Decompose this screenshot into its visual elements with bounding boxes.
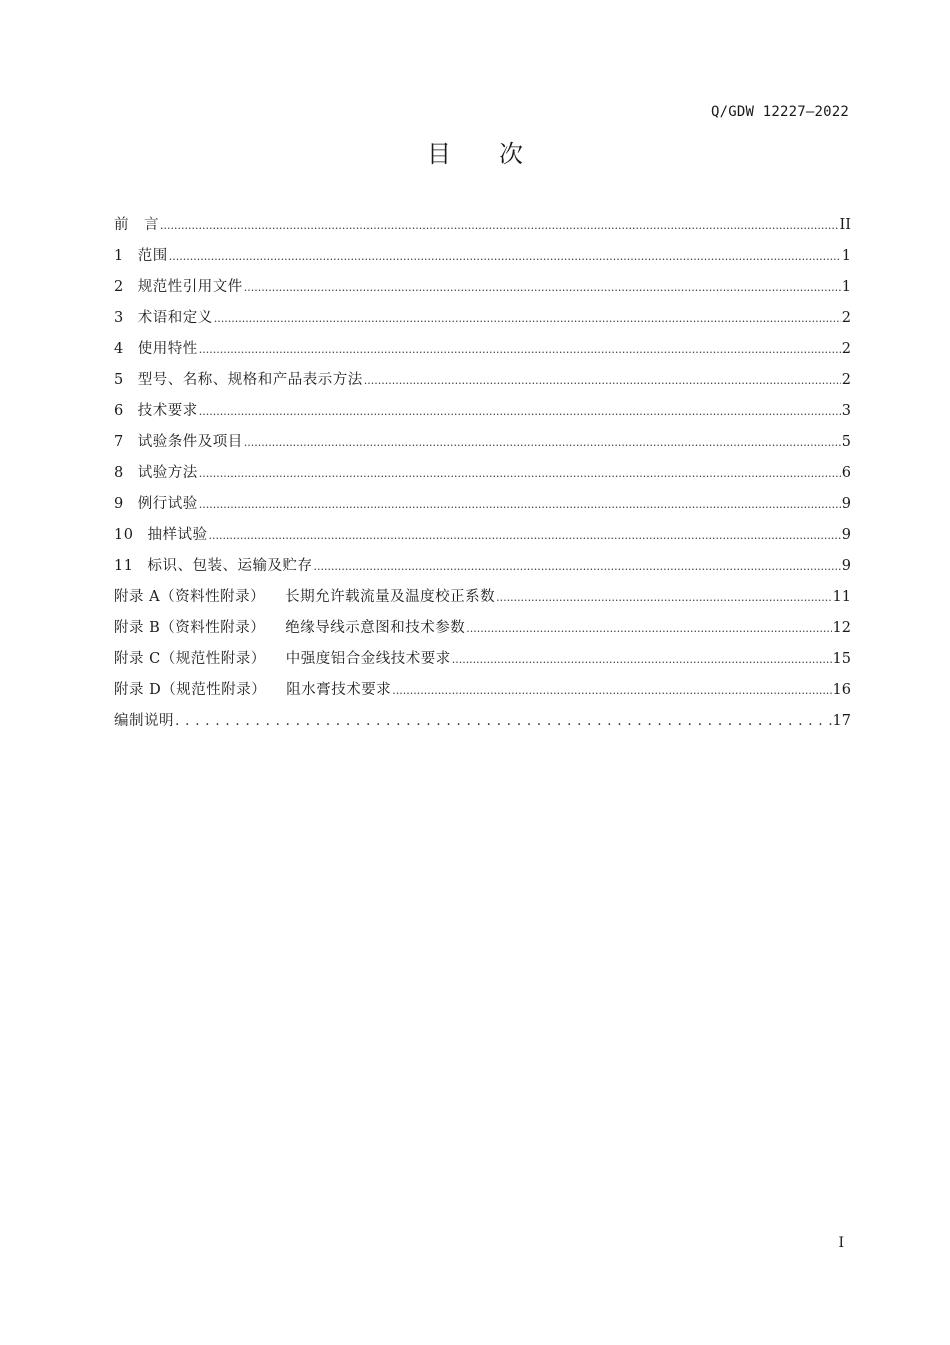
toc-entry-page: 12 (832, 620, 851, 636)
toc-entry-text: 例行试验 (137, 496, 198, 512)
toc-entry-label (114, 427, 243, 458)
toc-entry-label (114, 489, 198, 520)
toc-leader-dots (364, 365, 841, 396)
toc-entry-page: 9 (841, 496, 851, 512)
toc-entry-number: 8 (114, 465, 124, 481)
toc-entry-compilation-notes[interactable] (114, 706, 851, 737)
toc-entry-label: 编制说明 (114, 713, 174, 729)
toc-entry-label (114, 334, 198, 365)
toc-entry-8[interactable] (114, 458, 851, 489)
toc-entry-page: 2 (841, 310, 851, 326)
toc-entry-page: 6 (841, 465, 851, 481)
toc-entry-number: 3 (114, 310, 124, 326)
toc-leader-dots (452, 644, 832, 675)
toc-entry-text: 长期允许载流量及温度校正系数 (285, 589, 496, 605)
toc-entry-label (114, 644, 451, 675)
toc-leader-dots (244, 272, 841, 303)
toc-entry-text: 规范性引用文件 (137, 279, 243, 295)
toc-entry-page: 2 (841, 341, 851, 357)
toc-entry-text: 术语和定义 (137, 310, 213, 326)
toc-entry-number: 4 (114, 341, 124, 357)
toc-entry-label (114, 365, 363, 396)
toc-leader-dots (208, 520, 840, 551)
toc-entry-number: 10 (114, 527, 134, 543)
toc-entry-9[interactable] (114, 489, 851, 520)
document-code: Q/GDW 12227—2022 (710, 104, 849, 120)
toc-entry-text: 试验方法 (137, 465, 198, 481)
toc-entry-preface[interactable] (114, 210, 851, 241)
appendix-code: 附录 C（规范性附录） (114, 651, 266, 667)
toc-entry-10[interactable] (114, 520, 851, 551)
toc-entry-text: 抽样试验 (147, 527, 208, 543)
table-of-contents (114, 210, 851, 737)
toc-entry-page: 9 (841, 558, 851, 574)
page-number: I (838, 1235, 844, 1251)
toc-entry-text: 范围 (137, 248, 168, 264)
toc-entry-page: 9 (841, 527, 851, 543)
toc-leader-dots (175, 706, 832, 737)
toc-entry-number: 9 (114, 496, 124, 512)
toc-entry-number: 1 (114, 248, 124, 264)
toc-entry-page: 3 (841, 403, 851, 419)
toc-leader-dots (169, 241, 841, 272)
toc-leader-dots (199, 334, 841, 365)
toc-entry-text: 中强度铝合金线技术要求 (285, 651, 451, 667)
toc-leader-dots (199, 396, 841, 427)
toc-leader-dots (214, 303, 841, 334)
toc-entry-label (114, 241, 168, 272)
toc-leader-dots (199, 489, 841, 520)
toc-entry-1[interactable] (114, 241, 851, 272)
toc-entry-number: 6 (114, 403, 124, 419)
appendix-code: 附录 B（资料性附录） (114, 620, 266, 636)
toc-entry-label (114, 458, 198, 489)
toc-entry-label (114, 272, 243, 303)
toc-entry-page: 1 (841, 279, 851, 295)
toc-entry-page: 1 (841, 248, 851, 264)
toc-entry-2[interactable] (114, 272, 851, 303)
toc-appendix-a[interactable] (114, 582, 851, 613)
toc-entry-7[interactable] (114, 427, 851, 458)
toc-appendix-b[interactable] (114, 613, 851, 644)
toc-entry-page: 5 (841, 434, 851, 450)
toc-entry-label (114, 551, 312, 582)
toc-entry-label (114, 396, 198, 427)
toc-entry-number: 11 (114, 558, 134, 574)
toc-entry-page: 16 (832, 682, 851, 698)
toc-entry-label (114, 675, 391, 706)
toc-leader-dots (199, 458, 841, 489)
toc-leader-dots (244, 427, 841, 458)
toc-entry-page: II (839, 217, 851, 233)
toc-entry-6[interactable] (114, 396, 851, 427)
toc-leader-dots (392, 675, 831, 706)
toc-entry-label (114, 520, 207, 551)
toc-appendix-d[interactable] (114, 675, 851, 706)
toc-entry-5[interactable] (114, 365, 851, 396)
toc-entry-number: 2 (114, 279, 124, 295)
toc-entry-page: 17 (832, 713, 851, 729)
toc-entry-text: 阻水膏技术要求 (286, 682, 392, 698)
toc-entry-3[interactable] (114, 303, 851, 334)
toc-entry-text: 绝缘导线示意图和技术参数 (285, 620, 466, 636)
toc-entry-4[interactable] (114, 334, 851, 365)
toc-entry-page: 15 (832, 651, 851, 667)
appendix-code: 附录 A（资料性附录） (114, 589, 266, 605)
toc-entry-text: 型号、名称、规格和产品表示方法 (137, 372, 363, 388)
toc-entry-number: 7 (114, 434, 124, 450)
toc-entry-text: 标识、包装、运输及贮存 (147, 558, 313, 574)
toc-entry-page: 2 (841, 372, 851, 388)
toc-entry-11[interactable] (114, 551, 851, 582)
toc-leader-dots (496, 582, 831, 613)
page-title: 目次 (427, 140, 571, 168)
toc-leader-dots (313, 551, 840, 582)
toc-entry-label (114, 613, 465, 644)
toc-leader-dots (160, 210, 839, 241)
toc-entry-number: 5 (114, 372, 124, 388)
toc-leader-dots (466, 613, 831, 644)
toc-entry-page: 11 (832, 589, 851, 605)
toc-entry-label (114, 582, 495, 613)
toc-entry-text: 试验条件及项目 (137, 434, 243, 450)
toc-entry-text: 使用特性 (137, 341, 198, 357)
toc-appendix-c[interactable] (114, 644, 851, 675)
toc-entry-label: 前 言 (114, 217, 159, 233)
toc-entry-text: 技术要求 (137, 403, 198, 419)
appendix-code: 附录 D（规范性附录） (114, 682, 267, 698)
toc-entry-label (114, 303, 213, 334)
